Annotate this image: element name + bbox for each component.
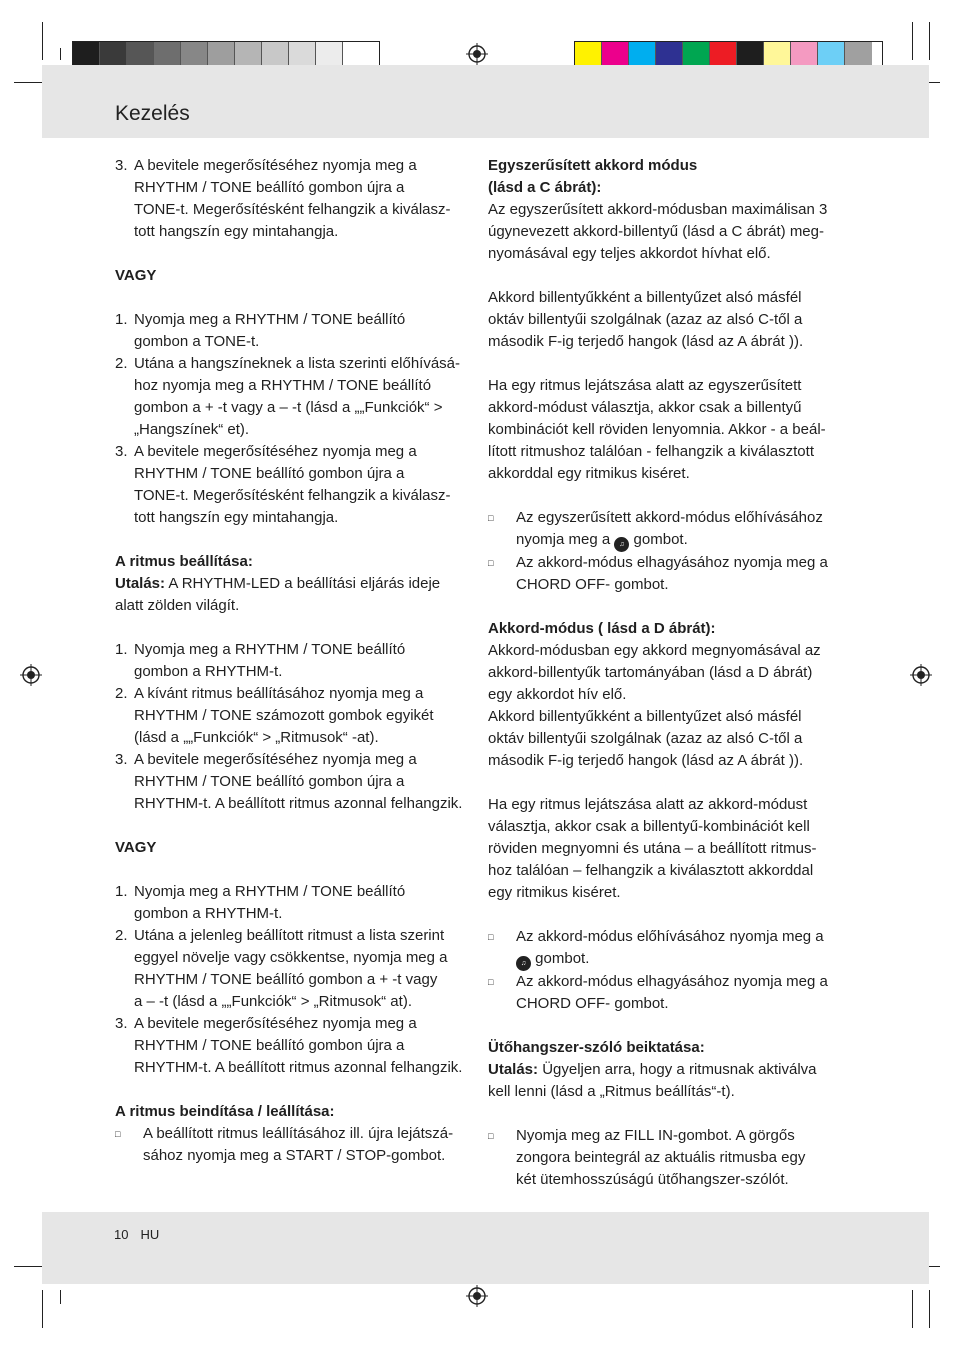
list-item: □ Az akkord-módus elhagyásához nyomja meg a CHORD OFF- gombot. (488, 973, 828, 1012)
list-item: 3. A bevitele megerősítéséhez nyomja meg a RHYTHM / TONE beállító gombon újra a RHYTHM-t. A beállított ritmus azonnal felhangzik. (115, 751, 463, 812)
list-item: 2. A kívánt ritmus beállításához nyomja meg a RHYTHM / TONE számozott gombok egyikét (lásd a „„Funkciók“ > „Ritmusok“ -at). (115, 685, 434, 746)
right-column: Egyszerűsített akkord módus (lásd a C ábrát): Az egyszerűsített akkord-módusban maximálisan 3 úgynevezett akkord-billentyű (lásd a C ábrát) meg- nyomásával egy teljes akkordot hívhat elő. Akkord billentyűkként a billentyűzet alsó másfél oktáv billentyűi szolgálnak (azaz az alsó C-től a második F-ig terjedő hangok (lásd az A ábrát )). Ha egy ritmus lejátszása alatt az egyszerűsített akkord-módust választja, akkor csak a billentyű kombinációt kell röviden lenyomnia. Akkor - a beál- lított ritmushoz találóan - felhangzik a kiválasztott akkorddal egy ritmikus kiséret. □ Az egyszerűsített akkord-módus előhívásához nyomja meg a ♫ gombot. □ Az akkord-módus elhagyásához nyomja meg a CHORD OFF- gombot. Akkord-módus ( lásd a D ábrát): Akkord-módusban egy akkord megnyomásával az akkord-billentyűk tartományában (lásd a D ábrát) egy akkordot hív elő. Akkord billentyűkként a billentyűzet alsó másfél oktáv billentyűi szolgálnak (azaz az alsó C-től a második F-ig terjedő hangok (lásd az A ábrát )). Ha egy ritmus lejátszása alatt az akkord-módust választja, akkor csak a billentyű-kombinációt kell röviden megnyomni és utána – a beállított ritmus- hoz találóan – felhangzik a kiválasztott akkorddal egy ritmikus kiséret. □ Az akkord-módus előhívásához nyomja meg a ♫ gombot. □ Az akkord-módus elhagyásához nyomja meg a CHORD OFF- gombot. Ütőhangszer-szóló beiktatása: Utalás: Ügyeljen arra, hogy a ritmusnak aktiválva kell lenni (lásd a „Ritmus beállítás“-t). □ Nyomja meg az FILL IN-gombot. A görgős zongora beintegrál az aktuális ritmusba egy két ütemhosszúságú ütőhangszer-szólót. (488, 155, 840, 1191)
crop-mark (42, 22, 43, 60)
page-number: 10 (114, 1227, 129, 1242)
page-title: Kezelés (115, 102, 190, 125)
language-code: HU (140, 1227, 160, 1242)
registration-mark-icon (20, 664, 42, 686)
section-heading: (lásd a C ábrát): (488, 179, 602, 196)
list-item: □ Az akkord-módus elhagyásához nyomja meg a CHORD OFF- gombot. (488, 554, 828, 593)
list-item: 3. A bevitele megerősítéséhez nyomja meg a RHYTHM / TONE beállító gombon újra a TONE-t. Megerősítésként felhangzik a kiválasz- tott hangszín egy mintahangja. (115, 157, 451, 240)
section-heading: Akkord-módus ( lásd a D ábrát): (488, 620, 716, 637)
registration-mark-icon (466, 1285, 488, 1307)
footer-band (42, 1212, 929, 1284)
header-band (42, 65, 929, 138)
rhythm-steps-list (115, 639, 467, 815)
or-label: VAGY (115, 839, 157, 856)
left-column: 3. A bevitele megerősítéséhez nyomja meg a RHYTHM / TONE beállító gombon újra a TONE-t. Megerősítésként felhangzik a kiválasz- tott hangszín egy mintahangja. VAGY 1. Nyomja meg a RHYTHM / TONE beállító gombon a TONE-t. 2. Utána a hangszíneknek a lista szerinti előhívásá- hoz nyomja meg a RHYTHM / TONE beállító gombon a + -t vagy a – -t (lásd a „„Funkciók“ > „Hangszínek“ et). 3. A bevitele megerősítéséhez nyomja meg a RHYTHM / TONE beállító gombon újra a TONE-t. Megerősítésként felhangzik a kiválasz- tott hangszín egy mintahangja. A ritmus beállítása: Utalás: A RHYTHM-LED a beállítási eljárás ideje alatt zölden világít. 1. Nyomja meg a RHYTHM / TONE beállító gombon a RHYTHM-t. 2. A kívánt ritmus beállításához nyomja meg a RHYTHM / TONE számozott gombok egyikét (lásd a „„Funkciók“ > „Ritmusok“ -at). 3. A bevitele megerősítéséhez nyomja meg a RHYTHM / TONE beállító gombon újra a RHYTHM-t. A beállított ritmus azonnal felhangzik. VAGY 1. Nyomja meg a RHYTHM / TONE beállító gombon a RHYTHM-t. 2. Utána a jelenleg beállított ritmust a lista szerint eggyel növelje vagy csökkentse, nyomja meg a RHYTHM / TONE beállító gombon a + -t vagy a – -t (lásd a „„Funkciók“ > „Ritmusok“ at). 3. A bevitele megerősítéséhez nyomja meg a RHYTHM / TONE beállító gombon újra a RHYTHM-t. A beállított ritmus azonnal felhangzik. A ritmus beindítása / leállítása: □ A beállított ritmus leállításához ill. újra lejátszá- sához nyomja meg a START / STOP-gombot. (115, 155, 467, 1167)
rhythm-alt-steps-list (115, 881, 467, 1079)
crop-mark (912, 22, 913, 60)
crop-mark (60, 48, 61, 60)
list-item: 2. Utána a jelenleg beállított ritmust a lista szerint eggyel növelje vagy csökkentse, nyomja meg a RHYTHM / TONE beállító gombon a + -t vagy a – -t (lásd a „„Funkciók“ > „Ritmusok“ at). (115, 927, 448, 1010)
crop-mark (929, 22, 930, 60)
list-item: □ Az akkord-módus előhívásához nyomja meg a ♫ gombot. (488, 926, 840, 971)
section-heading: A ritmus beállítása: (115, 553, 253, 570)
list-item: 1. Nyomja meg a RHYTHM / TONE beállító gombon a RHYTHM-t. (115, 641, 406, 680)
list-item: 3. A bevitele megerősítéséhez nyomja meg a RHYTHM / TONE beállító gombon újra a TONE-t. Megerősítésként felhangzik a kiválasz- tott hangszín egy mintahangja. (115, 443, 451, 526)
section-heading: A ritmus beindítása / leállítása: (115, 1103, 335, 1120)
crop-mark (929, 1290, 930, 1328)
finger-chord-icon: ♫ (516, 956, 531, 971)
tone-steps-list (115, 309, 467, 529)
registration-mark-icon (466, 43, 488, 65)
one-key-chord-icon: ♫ (614, 537, 629, 552)
list-item: □ Nyomja meg az FILL IN-gombot. A görgős zongora beintegrál az aktuális ritmusba egy két ütemhosszúságú ütőhangszer-szólót. (488, 1127, 806, 1188)
note: Utalás: A RHYTHM-LED a beállítási eljárás ideje (115, 575, 441, 592)
folio (114, 1227, 171, 1242)
list-item: 3. A bevitele megerősítéséhez nyomja meg a RHYTHM / TONE beállító gombon újra a RHYTHM-t. A beállított ritmus azonnal felhangzik. (115, 1015, 463, 1076)
crop-mark (42, 1290, 43, 1328)
section-heading: Ütőhangszer-szóló beiktatása: (488, 1039, 705, 1056)
registration-mark-icon (910, 664, 932, 686)
note: Utalás: Ügyeljen arra, hogy a ritmusnak aktiválva (488, 1061, 817, 1078)
list-item: □ A beállított ritmus leállításához ill. újra lejátszá- sához nyomja meg a START / STOP-gombot. (115, 1125, 454, 1164)
or-label: VAGY (115, 267, 157, 284)
crop-mark (60, 1290, 61, 1304)
list-item: 1. Nyomja meg a RHYTHM / TONE beállító gombon a TONE-t. (115, 311, 406, 350)
section-heading: Egyszerűsített akkord módus (488, 157, 698, 174)
list-item: 2. Utána a hangszíneknek a lista szerinti előhívásá- hoz nyomja meg a RHYTHM / TONE beállító gombon a + -t vagy a – -t (lásd a „„Funkciók“ > „Hangszínek“ et). (115, 355, 461, 438)
list-item: □ Az egyszerűsített akkord-módus előhívásához nyomja meg a ♫ gombot. (488, 507, 840, 552)
crop-mark (912, 1290, 913, 1328)
list-item: 1. Nyomja meg a RHYTHM / TONE beállító gombon a RHYTHM-t. (115, 883, 406, 922)
